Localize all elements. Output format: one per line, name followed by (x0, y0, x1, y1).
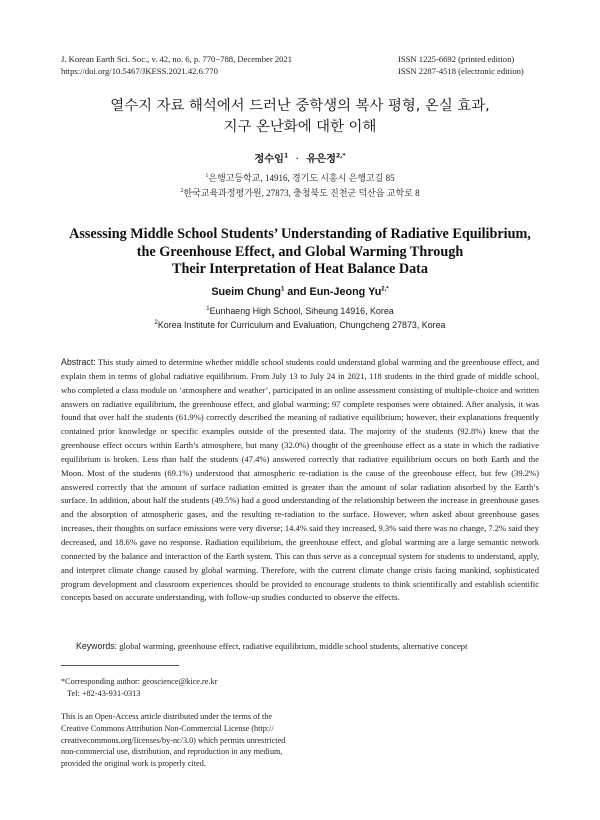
english-affiliation (0, 305, 600, 319)
corresponding-author: *Corresponding author: geoscience@kice.re.kr (61, 677, 218, 686)
license-line: provided the original work is properly cited. (61, 759, 206, 769)
author-separator: · (295, 154, 299, 165)
korean-author-name: 유은정 (306, 154, 336, 165)
author-superscript: 2,* (336, 152, 346, 160)
affiliation-text: Eunhaeng High School, Siheung 14916, Korea (209, 306, 394, 316)
telephone: Tel: +82-43-931-0313 (67, 688, 141, 698)
korean-affiliations (0, 171, 600, 201)
doi-link[interactable]: https://doi.org/10.5467/JKESS.2021.42.6.770 (61, 66, 218, 76)
english-title-line: Their Interpretation of Heat Balance Data (172, 261, 428, 277)
affiliation-superscript: 1 (206, 306, 210, 313)
korean-affiliation (0, 171, 600, 186)
korean-affiliation (0, 186, 600, 201)
author-and: and (287, 286, 307, 298)
english-title-line: Assessing Middle School Students’ Understanding of Radiative Equilibrium, (69, 226, 531, 242)
korean-title-line: 열수지 자료 해석에서 드러난 중학생의 복사 평형, 온실 효과, (110, 98, 490, 114)
abstract-label: Abstract: (61, 357, 96, 367)
issn-block (398, 53, 524, 77)
footnote-divider (61, 665, 179, 666)
english-author-name: Eun-Jeong Yu (309, 286, 382, 298)
english-author-name: Sueim Chung (211, 286, 281, 298)
keywords-label: Keywords: (76, 641, 118, 651)
english-title-line: the Greenhouse Effect, and Global Warming Through (136, 243, 464, 260)
korean-author-name: 정수임 (254, 154, 284, 165)
license-line: non-commercial use, distribution, and reproduction in any medium, (61, 747, 283, 757)
author-superscript: 2,* (381, 286, 389, 293)
english-affiliation (0, 319, 600, 333)
affiliation-text: 한국교육과정평가원, 27873, 충청북도 진천군 덕산읍 교학로 8 (183, 188, 420, 198)
footnote (61, 676, 301, 700)
issn-print: ISSN 1225-6692 (printed edition) (398, 54, 515, 64)
affiliation-text: Korea Institute for Curriculum and Evaluation, Chungcheng 27873, Korea (157, 319, 446, 330)
license-line: Creative Commons Attribution Non-Commercial License (http:// (61, 723, 274, 733)
license-line: creativecommons.org/licenses/by-nc/3.0) which permits unrestricted (61, 735, 286, 745)
korean-title (0, 96, 600, 138)
affiliation-superscript: 1 (205, 173, 209, 179)
open-access-notice (61, 711, 301, 770)
english-affiliations (0, 305, 600, 332)
author-superscript: 1 (283, 152, 289, 160)
keywords-text: global warming, greenhouse effect, radiative equilibrium, middle school students, alternative concept (119, 641, 468, 651)
license-line: This is an Open-Access article distributed under the terms of the (61, 712, 272, 721)
abstract (61, 356, 539, 605)
journal-citation: J. Korean Earth Sci. Soc., v. 42, no. 6, p. 770−788, December 2021 (61, 54, 293, 64)
issn-electronic: ISSN 2287-4518 (electronic edition) (398, 66, 524, 76)
author-superscript: 1 (280, 286, 285, 293)
affiliation-superscript: 2 (180, 188, 184, 194)
affiliation-superscript: 2 (154, 319, 158, 326)
journal-citation-block (61, 53, 292, 77)
korean-authors (0, 150, 600, 165)
abstract-text: This study aimed to determine whether middle school students could understand global warming and the greenhouse effect, and explain them in terms of global radiative equilibrium. From July 13 to July 24 in 2021, 118 students in the third grade of middle school, who completed a class module on ‘atmosphere and weather’, participated in an online assessment consisting of multiple-choice and written answers on radiative equilibrium, the greenhouse effect, and global warming; 97 complete responses were obtained. After analysis, it was found that over half the students (61.9%) correctly described the meaning of radiative equilibrium; however, their explanations frequently contained prior knowledge or specific examples outside of the presented data. The majority of the students (92.8%) knew that the greenhouse effect occurs within Earth’s atmosphere, but many (32.0%) thought of the greenhouse effect as a state in which the radiative equilibrium is broken. Less than half the students (47.4%) answered correctly that radiative equilibrium occurs on both Earth and the Moon. Most of the students (69.1%) understood that atmospheric re-radiation is the cause of the greenhouse effect, but few (39.2%) answered correctly that the amount of surface radiation emitted is greater than the amount of solar radiation absorbed by the Earth’s surface. In addition, about half the students (49.5%) had a good understanding of the relationship between the increase in greenhouse gases and the absorption of atmospheric gases, and the resulting re-radiation to the surface. However, when asked about greenhouse gases increases, their thoughts on surface emissions were very diverse; 14.4% said they increased, 9.3% said there was no change, 7.2% said they decreased, and 18.6% gave no response. Radiation equilibrium, the greenhouse effect, and global warming are a large semantic network connected by the balance and interaction of the Earth system. This can thus serve as a conceptual system for students to understand, apply, and interpret climate change caused by global warming. Therefore, with the current climate change crisis facing mankind, sophisticated program development and classroom experiences should be provided to encourage students to think scientifically and establish scientific concepts based on accurate understanding, with follow-up studies conducted to observe the effects. (61, 357, 539, 603)
english-authors (0, 286, 600, 298)
english-title (0, 226, 600, 279)
keywords (76, 641, 536, 651)
korean-title-line: 지구 온난화에 대한 이해 (223, 119, 377, 135)
affiliation-text: 은행고등학교, 14916, 경기도 시흥시 은행고길 85 (208, 173, 395, 183)
